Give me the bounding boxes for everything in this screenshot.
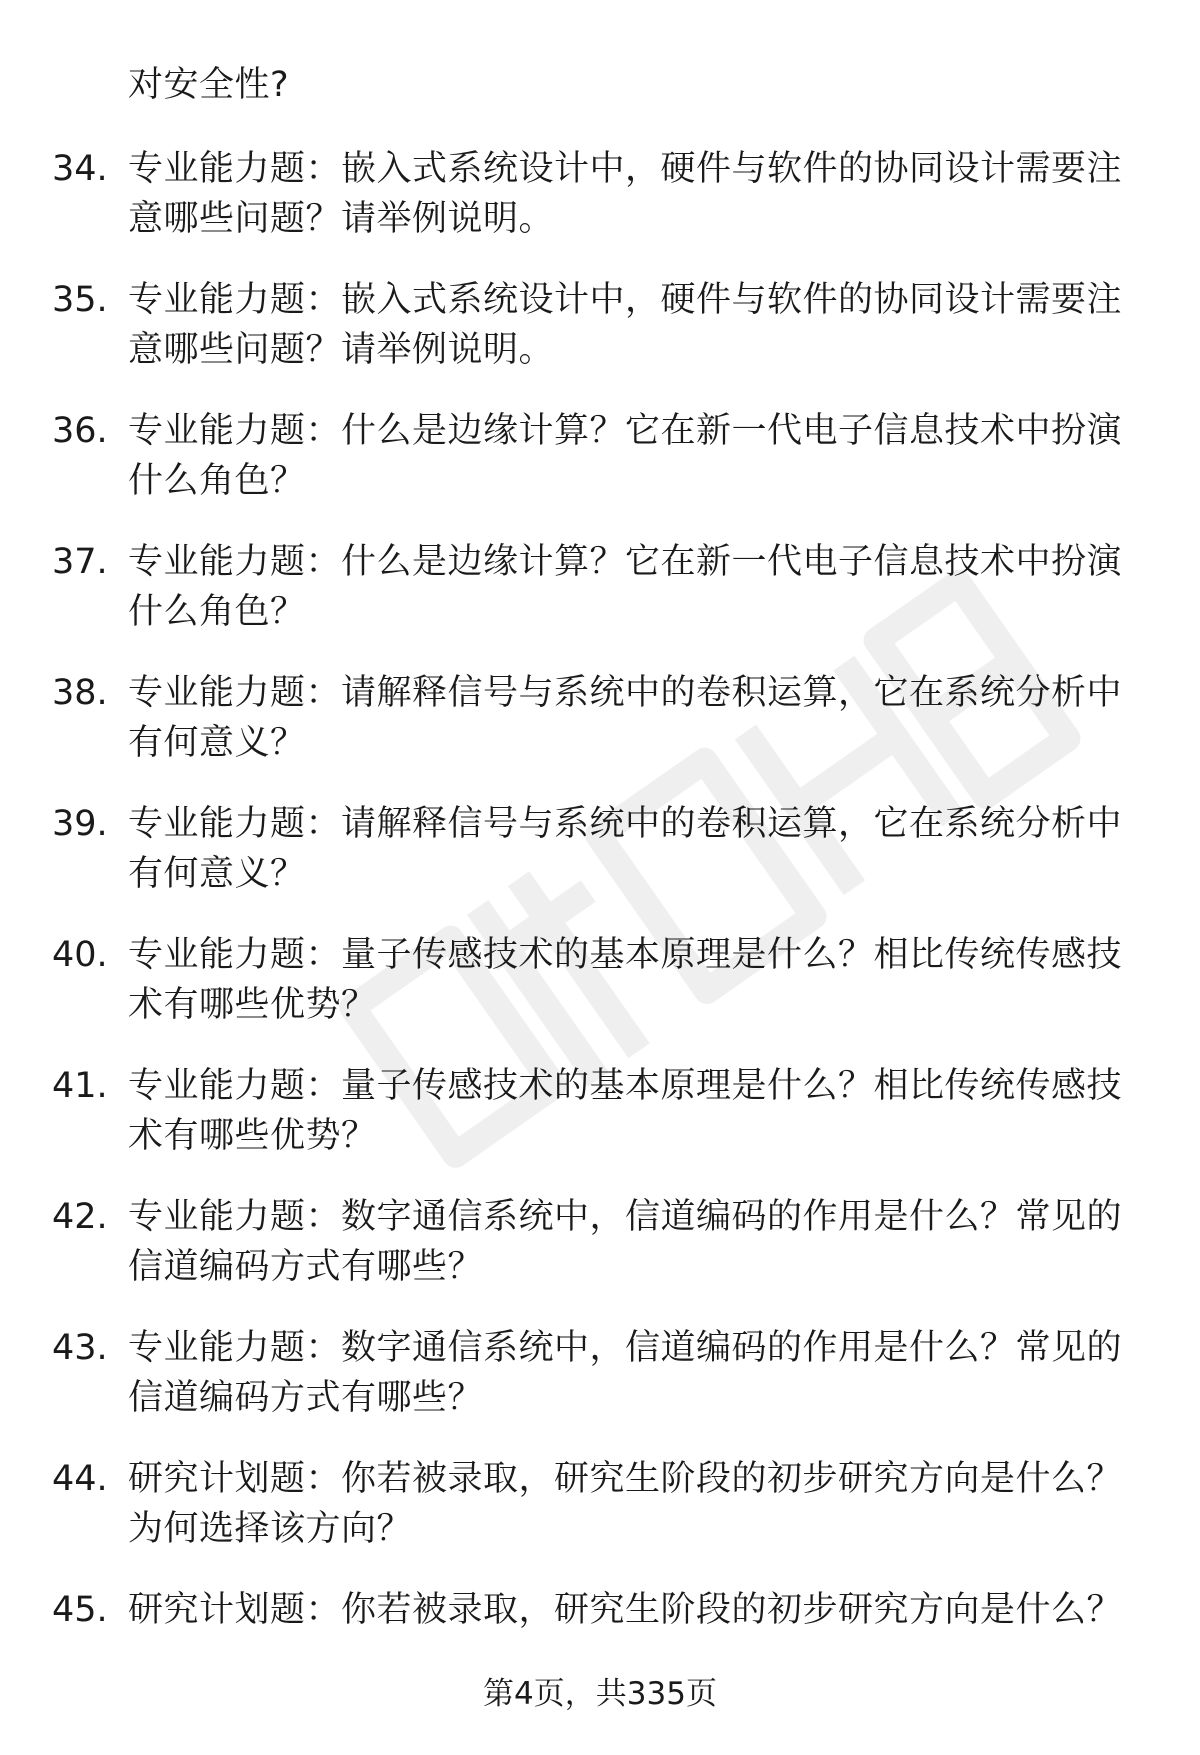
question-text-line1: 专业能力题：量子传感技术的基本原理是什么？相比传统传感技 xyxy=(128,935,1123,975)
question-item xyxy=(0,1061,1200,1192)
question-text-line1: 专业能力题：请解释信号与系统中的卷积运算，它在系统分析中 xyxy=(128,804,1123,844)
question-item xyxy=(0,668,1200,799)
question-item xyxy=(0,275,1200,406)
question-text-line1: 专业能力题：嵌入式系统设计中，硬件与软件的协同设计需要注 xyxy=(128,280,1123,320)
question-number: 40. xyxy=(52,935,108,975)
question-list xyxy=(0,144,1200,1716)
question-text-line1: 专业能力题：嵌入式系统设计中，硬件与软件的协同设计需要注 xyxy=(128,149,1123,189)
question-text-line2: 为何选择该方向？ xyxy=(128,1509,413,1549)
question-text-line1: 专业能力题：请解释信号与系统中的卷积运算，它在系统分析中 xyxy=(128,673,1123,713)
question-text-line1: 专业能力题：什么是边缘计算？它在新一代电子信息技术中扮演 xyxy=(128,411,1123,451)
question-item xyxy=(0,1454,1200,1585)
question-number: 45. xyxy=(52,1590,108,1630)
question-number: 35. xyxy=(52,280,108,320)
question-text-line2: 术有哪些优势？ xyxy=(128,1116,377,1156)
question-number: 41. xyxy=(52,1066,108,1106)
question-item xyxy=(0,406,1200,537)
question-item xyxy=(0,1323,1200,1454)
question-text-line1: 专业能力题：什么是边缘计算？它在新一代电子信息技术中扮演 xyxy=(128,542,1123,582)
question-text-line1: 研究计划题：你若被录取，研究生阶段的初步研究方向是什么？ xyxy=(128,1590,1123,1630)
question-item xyxy=(0,537,1200,668)
question-text-line2: 什么角色？ xyxy=(128,592,306,632)
question-number: 37. xyxy=(52,542,108,582)
question-text-line2: 意哪些问题？请举例说明。 xyxy=(128,330,555,370)
question-number: 34. xyxy=(52,149,108,189)
question-text-line2: 信道编码方式有哪些？ xyxy=(128,1378,484,1418)
question-text-line2: 信道编码方式有哪些？ xyxy=(128,1247,484,1287)
question-number: 42. xyxy=(52,1197,108,1237)
question-text-line1: 专业能力题：数字通信系统中，信道编码的作用是什么？常见的 xyxy=(128,1328,1123,1368)
question-text-line2: 有何意义？ xyxy=(128,854,306,894)
question-number: 43. xyxy=(52,1328,108,1368)
question-number: 44. xyxy=(52,1459,108,1499)
question-text-line1: 专业能力题：数字通信系统中，信道编码的作用是什么？常见的 xyxy=(128,1197,1123,1237)
question-text-line2: 有何意义？ xyxy=(128,723,306,763)
question-number: 38. xyxy=(52,673,108,713)
continuation-line: 对安全性? xyxy=(128,65,290,105)
question-item xyxy=(0,144,1200,275)
question-item xyxy=(0,1192,1200,1323)
question-item xyxy=(0,930,1200,1061)
question-item xyxy=(0,799,1200,930)
question-text-line2: 意哪些问题？请举例说明。 xyxy=(128,199,555,239)
page-footer: 第4页，共335页 xyxy=(483,1676,717,1712)
question-text-line1: 专业能力题：量子传感技术的基本原理是什么？相比传统传感技 xyxy=(128,1066,1123,1106)
question-text-line2: 什么角色？ xyxy=(128,461,306,501)
question-number: 36. xyxy=(52,411,108,451)
question-text-line1: 研究计划题：你若被录取，研究生阶段的初步研究方向是什么？ xyxy=(128,1459,1123,1499)
question-number: 39. xyxy=(52,804,108,844)
question-text-line2: 术有哪些优势？ xyxy=(128,985,377,1025)
